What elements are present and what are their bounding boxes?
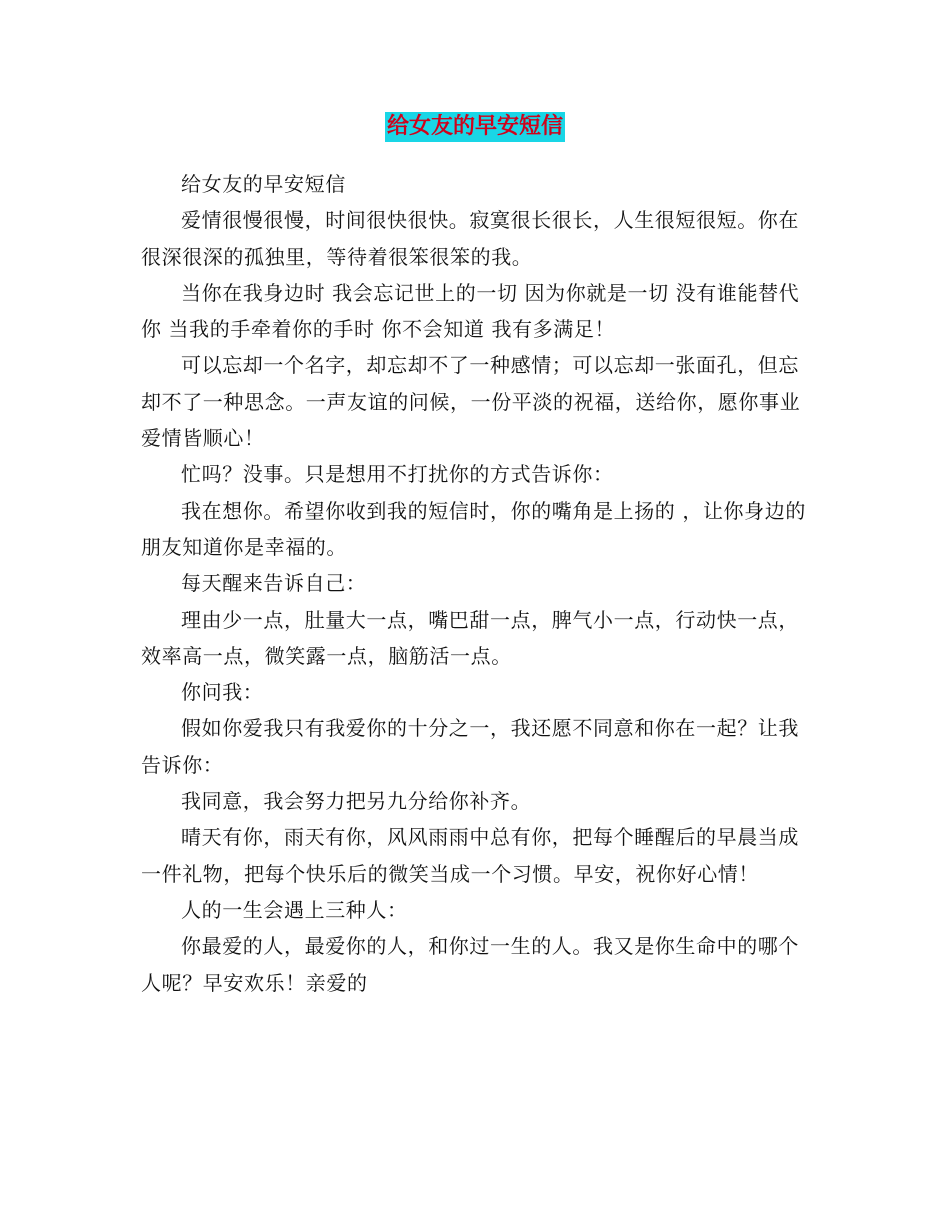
paragraph-1: 给女友的早安短信 xyxy=(181,172,346,196)
paragraph-7: 每天醒来告诉自己： xyxy=(181,571,367,596)
paragraph-2: 爱情很慢很慢，时间很快很快。寂寞很长很长，人生很短很短。你在很深很深的孤独里，等待着很笨很笨的我。 xyxy=(141,208,799,269)
paragraph-11: 我同意，我会努力把另九分给你补齐。 xyxy=(181,789,532,814)
paragraph-12: 晴天有你，雨天有你，风风雨雨中总有你，把每个睡醒后的早晨当成一件礼物，把每个快乐后的微笑当成一个习惯。早安，祝你好心情！ xyxy=(141,825,799,886)
paragraph-13: 人的一生会遇上三种人： xyxy=(181,897,408,922)
paragraph-8: 理由少一点，肚量大一点，嘴巴甜一点，脾气小一点，行动快一点，效率高一点，微笑露一点，脑筋活一点。 xyxy=(141,607,799,668)
document-body xyxy=(141,166,813,1001)
title-container xyxy=(0,112,950,142)
paragraph-4: 可以忘却一个名字，却忘却不了一种感情；可以忘却一张面孔，但忘却不了一种思念。一声友谊的问候，一份平淡的祝福，送给你，愿你事业爱情皆顺心！ xyxy=(141,353,801,451)
paragraph-3: 当你在我身边时 我会忘记世上的一切 因为你就是一切 没有谁能替代你 当我的手牵着你的手时 你不会知道 我有多满足！ xyxy=(141,280,800,342)
document-title: 给女友的早安短信 xyxy=(385,112,565,142)
paragraph-6: 我在想你。希望你收到我的短信时，你的嘴角是上扬的 ，让你身边的朋友知道你是幸福的。 xyxy=(141,498,806,559)
paragraph-14: 你最爱的人，最爱你的人，和你过一生的人。我又是你生命中的哪个人呢？早安欢乐！亲爱的 xyxy=(141,934,799,995)
paragraph-5: 忙吗？没事。只是想用不打扰你的方式告诉你： xyxy=(181,462,614,487)
paragraph-9: 你问我： xyxy=(181,680,264,705)
paragraph-10: 假如你爱我只有我爱你的十分之一，我还愿不同意和你在一起？让我告诉你： xyxy=(141,716,799,777)
